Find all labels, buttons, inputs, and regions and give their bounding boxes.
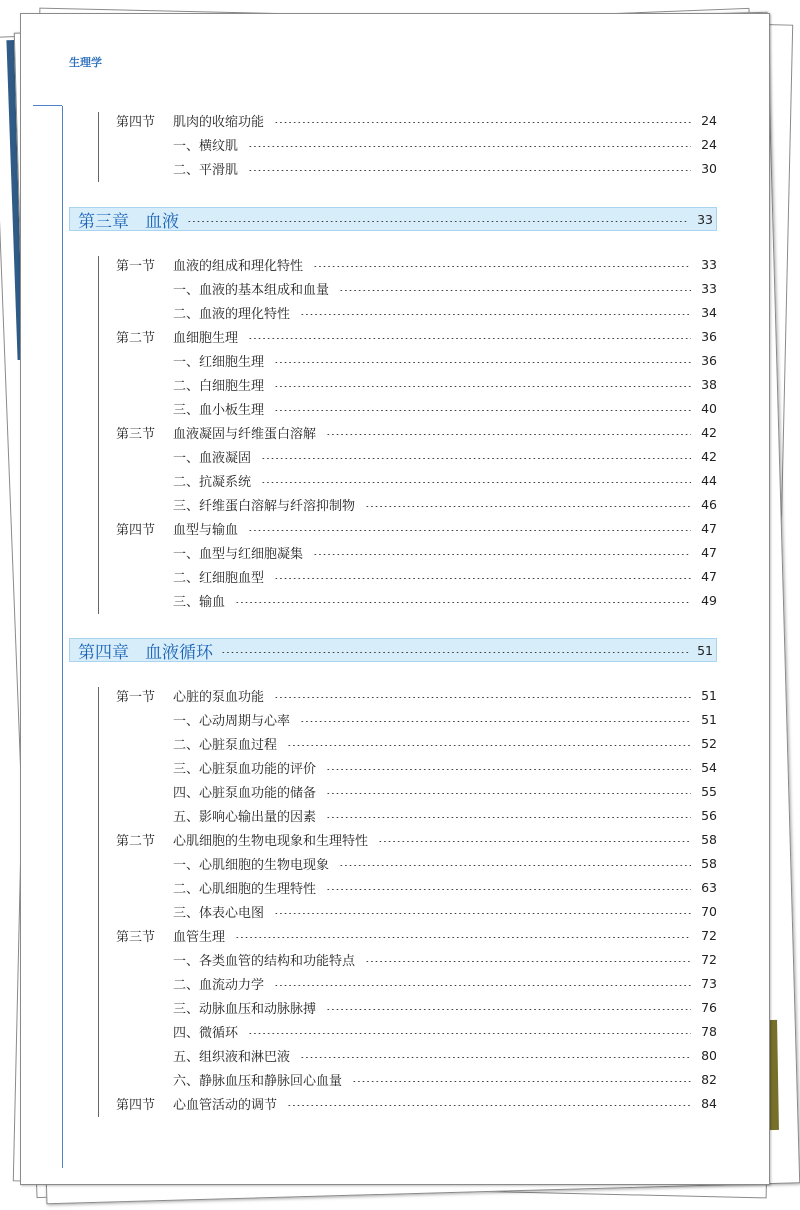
section-number: 第四节 — [116, 1097, 156, 1113]
chapter-title — [70, 638, 221, 663]
dot-leader — [261, 482, 691, 483]
page-number: 58 — [701, 855, 717, 871]
page-number: 36 — [701, 352, 717, 368]
dot-leader — [300, 721, 691, 722]
entry-label — [173, 567, 274, 586]
page-number: 72 — [701, 951, 717, 967]
dot-leader — [248, 146, 691, 147]
toc-subsection-entry[interactable] — [173, 757, 717, 777]
entry-title: 二、心脏泵血过程 — [173, 737, 278, 753]
toc-subsection-entry[interactable] — [173, 997, 717, 1017]
entry-title: 心脏的泵血功能 — [173, 689, 265, 705]
entry-label — [116, 830, 378, 849]
entry-title: 血液的组成和理化特性 — [173, 258, 304, 274]
toc-subsection-entry[interactable] — [173, 781, 717, 801]
entry-title: 二、抗凝系统 — [173, 474, 252, 490]
page-number: 70 — [701, 903, 717, 919]
toc-subsection-entry[interactable] — [173, 805, 717, 825]
entry-title: 一、横纹肌 — [173, 138, 239, 154]
entry-label — [173, 734, 287, 753]
section-number: 第四节 — [116, 522, 156, 538]
group-rule — [98, 112, 99, 182]
entry-title: 一、心动周期与心率 — [173, 713, 291, 729]
margin-rule — [62, 106, 63, 1168]
page-number: 82 — [701, 1071, 717, 1087]
toc-subsection-entry[interactable] — [173, 1021, 717, 1041]
dot-leader — [274, 697, 691, 698]
entry-title: 五、影响心输出量的因素 — [173, 809, 317, 825]
page-number: 40 — [701, 400, 717, 416]
chapter-name: 血液 — [145, 211, 179, 232]
dot-leader — [235, 937, 691, 938]
page-number: 51 — [701, 711, 717, 727]
entry-label — [173, 710, 300, 729]
entry-label — [173, 495, 365, 514]
toc-subsection-entry[interactable] — [173, 566, 717, 586]
entry-label — [173, 543, 313, 562]
chapter-heading[interactable] — [69, 638, 717, 662]
entry-label — [173, 806, 326, 825]
section-number: 第三节 — [116, 426, 156, 442]
page-number: 84 — [701, 1095, 717, 1111]
dot-leader — [300, 1057, 691, 1058]
entry-label — [173, 902, 274, 921]
dot-leader — [326, 769, 691, 770]
toc-subsection-entry[interactable] — [173, 733, 717, 753]
entry-label — [173, 471, 261, 490]
dot-leader — [300, 314, 691, 315]
page-number: 72 — [701, 927, 717, 943]
page-number: 33 — [701, 256, 717, 272]
page-number: 49 — [701, 592, 717, 608]
dot-leader — [221, 652, 689, 653]
margin-rule-tab — [33, 105, 62, 106]
page-number: 78 — [701, 1023, 717, 1039]
chapter-name: 血液循环 — [145, 642, 213, 663]
entry-title: 三、纤维蛋白溶解与纤溶抑制物 — [173, 498, 356, 514]
entry-title: 三、血小板生理 — [173, 402, 265, 418]
dot-leader — [326, 434, 691, 435]
dot-leader — [326, 889, 691, 890]
dot-leader — [287, 1105, 691, 1106]
entry-title: 二、红细胞血型 — [173, 570, 265, 586]
entry-title: 四、心脏泵血功能的储备 — [173, 785, 317, 801]
entry-label — [116, 255, 313, 274]
entry-title: 血型与输血 — [173, 522, 239, 538]
page-number: 58 — [701, 831, 717, 847]
dot-leader — [274, 913, 691, 914]
entry-label — [173, 279, 339, 298]
chapter-number: 第三章 — [78, 211, 129, 232]
toc-section-entry[interactable] — [116, 422, 717, 442]
page-number: 24 — [701, 112, 717, 128]
dot-leader — [352, 1081, 691, 1082]
entry-label — [173, 399, 274, 418]
entry-title: 二、平滑肌 — [173, 162, 239, 178]
entry-title: 四、微循环 — [173, 1025, 239, 1041]
entry-label — [173, 782, 326, 801]
entry-label — [173, 351, 274, 370]
entry-label — [173, 854, 339, 873]
entry-title: 二、白细胞生理 — [173, 378, 265, 394]
toc-page — [20, 13, 770, 1185]
dot-leader — [235, 602, 691, 603]
dot-leader — [326, 1009, 691, 1010]
dot-leader — [248, 338, 691, 339]
entry-title: 五、组织液和淋巴液 — [173, 1049, 291, 1065]
toc-subsection-entry[interactable] — [173, 374, 717, 394]
group-rule — [98, 256, 99, 614]
entry-label — [116, 926, 235, 945]
dot-leader — [339, 865, 691, 866]
chapter-page-number: 51 — [697, 642, 713, 658]
toc-subsection-entry[interactable] — [173, 1045, 717, 1065]
section-number: 第三节 — [116, 929, 156, 945]
toc-subsection-entry[interactable] — [173, 542, 717, 562]
toc-subsection-entry[interactable] — [173, 494, 717, 514]
toc-subsection-entry[interactable] — [173, 973, 717, 993]
entry-label — [116, 423, 326, 442]
entry-title: 心血管活动的调节 — [173, 1097, 278, 1113]
page-number: 52 — [701, 735, 717, 751]
entry-title: 六、静脉血压和静脉回心血量 — [173, 1073, 343, 1089]
page-number: 30 — [701, 160, 717, 176]
entry-label — [173, 159, 248, 178]
entry-label — [173, 1022, 248, 1041]
toc-subsection-entry[interactable] — [173, 590, 717, 610]
entry-title: 三、输血 — [173, 594, 226, 610]
page-number: 54 — [701, 759, 717, 775]
dot-leader — [274, 578, 691, 579]
entry-label — [173, 447, 261, 466]
toc-subsection-entry[interactable] — [173, 278, 717, 298]
toc-section-entry[interactable] — [116, 829, 717, 849]
entry-title: 二、血液的理化特性 — [173, 306, 291, 322]
toc-section-entry[interactable] — [116, 925, 717, 945]
dot-leader — [248, 530, 691, 531]
entry-title: 一、血液凝固 — [173, 450, 252, 466]
section-number: 第四节 — [116, 114, 156, 130]
toc-subsection-entry[interactable] — [173, 901, 717, 921]
entry-label — [173, 950, 365, 969]
chapter-heading[interactable] — [69, 207, 717, 231]
dot-leader — [261, 458, 691, 459]
toc-section-entry[interactable] — [116, 685, 717, 705]
page-number: 24 — [701, 136, 717, 152]
dot-leader — [365, 961, 691, 962]
chapter-title — [70, 207, 187, 232]
dot-leader — [274, 122, 691, 123]
toc-subsection-entry[interactable] — [173, 709, 717, 729]
entry-label — [116, 111, 274, 130]
page-number: 56 — [701, 807, 717, 823]
page-number: 42 — [701, 448, 717, 464]
dot-leader — [378, 841, 691, 842]
dot-leader — [248, 1033, 691, 1034]
toc-subsection-entry[interactable] — [173, 158, 717, 178]
entry-title: 一、心肌细胞的生物电现象 — [173, 857, 330, 873]
entry-title: 三、心脏泵血功能的评价 — [173, 761, 317, 777]
entry-title: 肌肉的收缩功能 — [173, 114, 265, 130]
dot-leader — [287, 745, 691, 746]
page-number: 46 — [701, 496, 717, 512]
entry-label — [116, 327, 248, 346]
running-head: 生理学 — [69, 56, 102, 69]
entry-title: 一、红细胞生理 — [173, 354, 265, 370]
toc-subsection-entry[interactable] — [173, 470, 717, 490]
entry-label — [173, 998, 326, 1017]
page-number: 55 — [701, 783, 717, 799]
toc-subsection-entry[interactable] — [173, 350, 717, 370]
entry-label — [173, 303, 300, 322]
toc-subsection-entry[interactable] — [173, 949, 717, 969]
dot-leader — [313, 554, 691, 555]
section-number: 第二节 — [116, 330, 156, 346]
dot-leader — [274, 985, 691, 986]
entry-label — [116, 519, 248, 538]
entry-title: 一、血液的基本组成和血量 — [173, 282, 330, 298]
entry-label — [173, 135, 248, 154]
group-rule — [98, 687, 99, 1117]
toc-section-entry[interactable] — [116, 254, 717, 274]
toc-section-entry[interactable] — [116, 326, 717, 346]
entry-title: 二、心肌细胞的生理特性 — [173, 881, 317, 897]
entry-title: 三、体表心电图 — [173, 905, 265, 921]
chapter-number: 第四章 — [78, 642, 129, 663]
page-number: 47 — [701, 544, 717, 560]
dot-leader — [274, 386, 691, 387]
section-number: 第一节 — [116, 258, 156, 274]
section-number: 第一节 — [116, 689, 156, 705]
page-number: 73 — [701, 975, 717, 991]
entry-label — [116, 686, 274, 705]
entry-label — [173, 375, 274, 394]
page-number: 63 — [701, 879, 717, 895]
page-number: 42 — [701, 424, 717, 440]
toc-subsection-entry[interactable] — [173, 398, 717, 418]
dot-leader — [313, 266, 691, 267]
entry-title: 心肌细胞的生物电现象和生理特性 — [173, 833, 369, 849]
entry-title: 二、血流动力学 — [173, 977, 265, 993]
toc-subsection-entry[interactable] — [173, 446, 717, 466]
dot-leader — [274, 362, 691, 363]
page-number: 33 — [701, 280, 717, 296]
dot-leader — [248, 170, 691, 171]
dot-leader — [274, 410, 691, 411]
entry-label — [173, 974, 274, 993]
entry-title: 血细胞生理 — [173, 330, 239, 346]
page-number: 36 — [701, 328, 717, 344]
dot-leader — [365, 506, 691, 507]
dot-leader — [326, 817, 691, 818]
entry-label — [173, 1070, 352, 1089]
toc-subsection-entry[interactable] — [173, 302, 717, 322]
page-number: 80 — [701, 1047, 717, 1063]
entry-title: 三、动脉血压和动脉脉搏 — [173, 1001, 317, 1017]
page-number: 44 — [701, 472, 717, 488]
entry-label — [173, 878, 326, 897]
entry-title: 一、各类血管的结构和功能特点 — [173, 953, 356, 969]
dot-leader — [326, 793, 691, 794]
page-number: 47 — [701, 520, 717, 536]
toc-section-entry[interactable] — [116, 1093, 717, 1113]
entry-title: 血液凝固与纤维蛋白溶解 — [173, 426, 317, 442]
toc-subsection-entry[interactable] — [173, 134, 717, 154]
page-number: 34 — [701, 304, 717, 320]
entry-title: 一、血型与红细胞凝集 — [173, 546, 304, 562]
page-number: 38 — [701, 376, 717, 392]
toc-section-entry[interactable] — [116, 518, 717, 538]
entry-label — [116, 1094, 287, 1113]
chapter-page-number: 33 — [697, 211, 713, 227]
toc-subsection-entry[interactable] — [173, 1069, 717, 1089]
toc-section-entry[interactable] — [116, 110, 717, 130]
page-number: 76 — [701, 999, 717, 1015]
entry-label — [173, 758, 326, 777]
entry-label — [173, 1046, 300, 1065]
entry-label — [173, 591, 235, 610]
dot-leader — [187, 221, 689, 222]
page-number: 51 — [701, 687, 717, 703]
entry-title: 血管生理 — [173, 929, 226, 945]
page-number: 47 — [701, 568, 717, 584]
toc-subsection-entry[interactable] — [173, 877, 717, 897]
dot-leader — [339, 290, 691, 291]
section-number: 第二节 — [116, 833, 156, 849]
toc-subsection-entry[interactable] — [173, 853, 717, 873]
